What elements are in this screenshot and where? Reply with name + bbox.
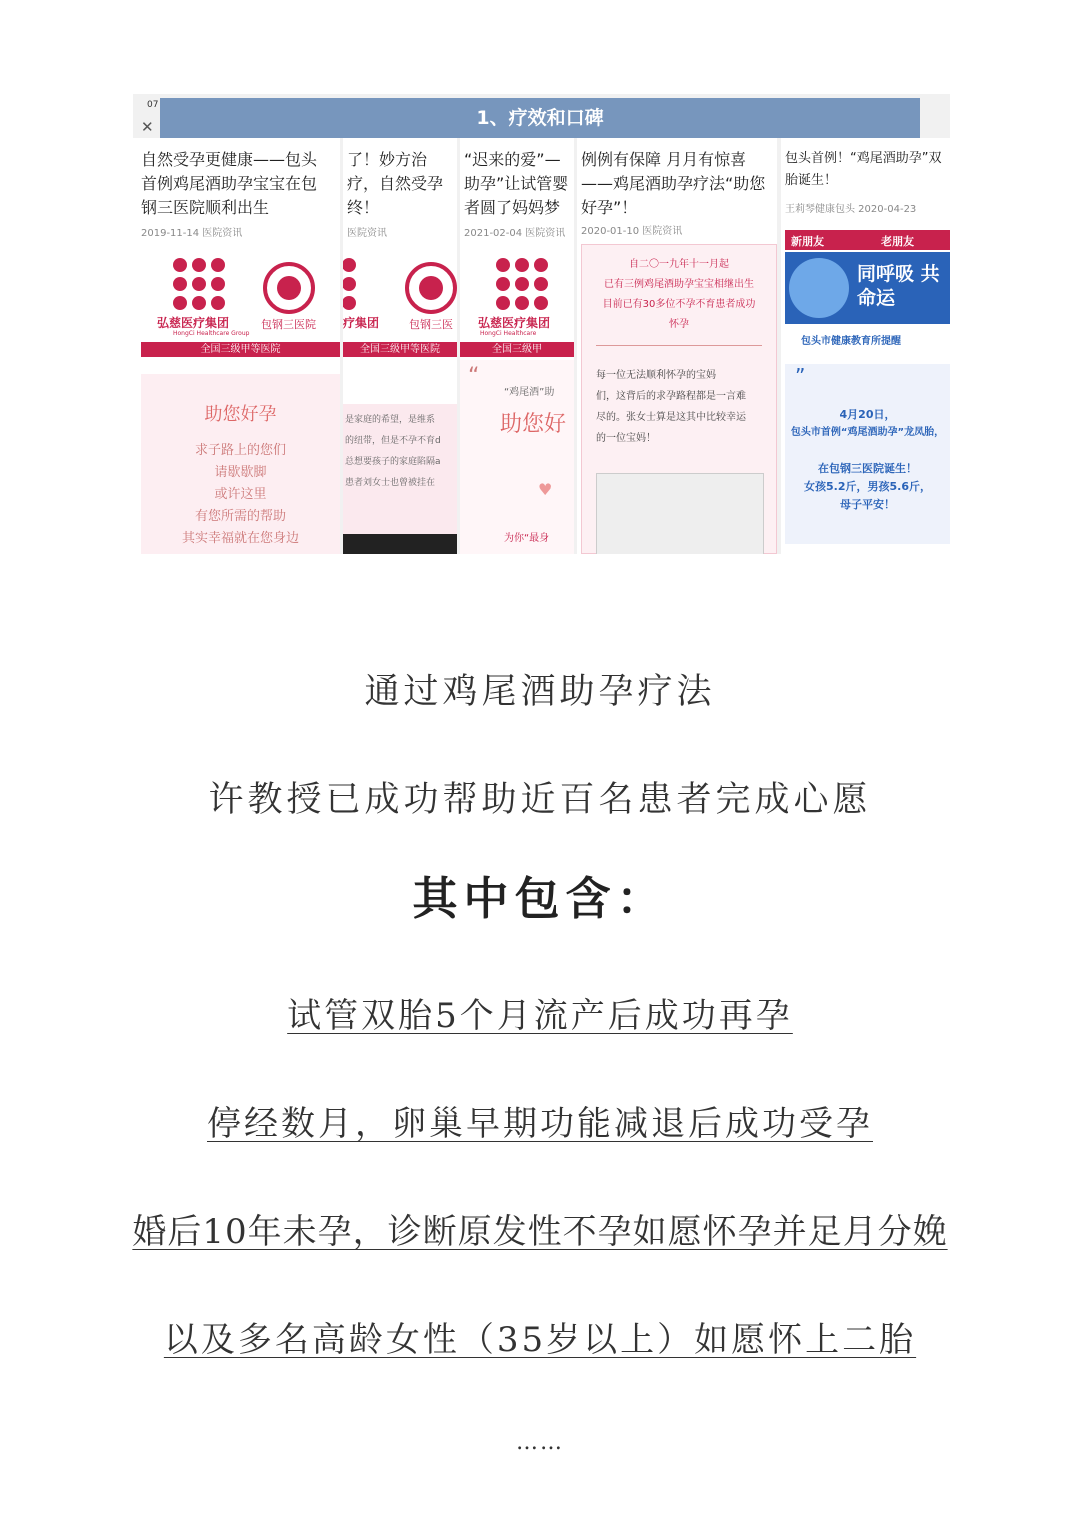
seal-label: 包钢三医 xyxy=(409,318,453,331)
dark-strip xyxy=(343,534,457,554)
tag-new-friend: 新朋友 xyxy=(791,235,824,248)
article-card-3[interactable] xyxy=(460,138,574,554)
panel-line: 请歇歇脚 xyxy=(214,465,267,480)
panel-heading: 助您好 xyxy=(500,412,567,437)
section-heading: 其中包含： xyxy=(412,872,668,925)
medical-staff-illustration-icon xyxy=(789,258,849,318)
decor-string xyxy=(596,345,762,346)
case-item-3: 婚后10年未孕，诊断原发性不孕如愿怀孕并足月分娩 xyxy=(132,1212,948,1252)
panel-line: 目前已有30多位不孕不育患者成功 xyxy=(602,299,756,310)
announce-line: 4月20日， xyxy=(839,408,896,421)
hospital-group-logo-icon xyxy=(343,258,377,312)
announcement-panel xyxy=(785,364,950,544)
article-title: 自然受孕更健康——包头首例鸡尾酒助孕宝宝在包钢三医院顺利出生 xyxy=(141,150,318,217)
panel-line: 自二〇一九年十一月起 xyxy=(629,259,729,270)
text-panel xyxy=(343,404,457,534)
article-title: 包头首例！“鸡尾酒助孕”双胎诞生！ xyxy=(785,151,942,188)
panel-line: 总想要孩子的家庭陷隔a xyxy=(345,457,441,467)
story-line: 们，这背后的求孕路程都是一言难 xyxy=(596,391,746,402)
article-card-4[interactable] xyxy=(577,138,777,554)
heart-icon: ♥ xyxy=(538,480,553,499)
announce-line: 女孩5.2斤，男孩5.6斤， xyxy=(804,480,931,493)
article-card-2[interactable] xyxy=(343,138,457,554)
panel-line: 已有三例鸡尾酒助孕宝宝相继出生 xyxy=(604,279,754,290)
article-meta-author: 王莉琴 xyxy=(785,204,815,215)
panel-line: 是家庭的希望，是维系 xyxy=(345,415,436,425)
photo-frame xyxy=(596,473,764,554)
intro-line-2: 许教授已成功帮助近百名患者完成心愿 xyxy=(208,780,872,820)
close-icon[interactable]: ✕ xyxy=(141,118,154,136)
announce-line: 在包钢三医院诞生！ xyxy=(818,462,917,475)
follow-strip xyxy=(785,230,950,250)
promo-panel xyxy=(141,374,340,554)
panel-line: 有您所需的帮助 xyxy=(194,509,286,524)
quote-icon: ” xyxy=(795,364,806,388)
panel-quote: “鸡尾酒”助 xyxy=(504,387,555,398)
quote-icon: “ xyxy=(468,364,480,389)
rank-ribbon: 全国三级甲 xyxy=(460,342,574,357)
announce-line: 母子平安！ xyxy=(840,498,895,511)
logo-subtext: HongCi Healthcare xyxy=(480,330,537,337)
panel-line: 求子路上的您们 xyxy=(194,443,286,458)
article-title: 例例有保障 月月有惊喜——鸡尾酒助孕疗法“助您好孕”！ xyxy=(581,150,766,217)
logo-subtext: HongCi Healthcare Group xyxy=(173,330,250,337)
seal-label: 包钢三医院 xyxy=(261,318,316,331)
article-meta: 2021-02-04 医院资讯 xyxy=(464,228,566,239)
rank-ribbon: 全国三级甲等医院 xyxy=(343,342,457,357)
intro-line-1: 通过鸡尾酒助孕疗法 xyxy=(364,672,716,712)
panel-line: 的纽带，但是不孕不育d xyxy=(345,436,441,446)
article-title: 了！妙方治疗，自然受孕终！ xyxy=(347,150,444,217)
article-card-5[interactable] xyxy=(781,138,950,554)
hospital-group-logo-icon xyxy=(496,258,550,312)
tag-old-friend: 老朋友 xyxy=(881,235,914,248)
logo-text: 疗集团 xyxy=(343,316,380,330)
info-panel xyxy=(581,244,777,554)
article-meta: 2020-01-10 医院资讯 xyxy=(581,226,683,237)
banner-title: 同呼吸 共命运 xyxy=(857,263,940,309)
org-name: 包头市健康教育所提醒 xyxy=(801,336,901,347)
story-line: 尽的。张女士算是这其中比较幸运 xyxy=(596,412,746,423)
story-line: 的一位宝妈！ xyxy=(596,433,656,444)
hospital-group-logo-icon xyxy=(173,258,227,312)
article-meta: 健康包头 2020-04-23 xyxy=(815,204,917,215)
article-meta: 2019-11-14 医院资讯 xyxy=(141,228,243,239)
case-item-4: 以及多名高龄女性（35岁以上）如愿怀上二胎 xyxy=(163,1320,917,1360)
story-line: 每一位无法顺利怀孕的宝妈 xyxy=(596,370,716,381)
rank-ribbon: 全国三级甲等医院 xyxy=(141,342,340,357)
article-meta: 医院资讯 xyxy=(347,228,387,239)
panel-line: 患者刘女士也曾被挂在 xyxy=(345,478,436,488)
case-item-2: 停经数月，卵巢早期功能减退后成功受孕 xyxy=(207,1104,873,1144)
panel-line: 或许这里 xyxy=(214,487,267,502)
section-header: 1、疗效和口碑 xyxy=(160,98,920,138)
panel-bottom-label: 为你“最身 xyxy=(504,533,550,544)
status-time: 07 xyxy=(147,100,159,110)
hospital-seal-icon xyxy=(405,262,457,314)
case-item-1: 试管双胎5个月流产后成功再孕 xyxy=(287,996,793,1036)
article-title: “迟来的爱”—助孕”让试管婴者圆了妈妈梦 xyxy=(464,150,569,217)
promo-panel xyxy=(460,360,574,554)
logo-text: 弘慈医疗集团 xyxy=(157,316,230,330)
panel-heading: 助您好孕 xyxy=(204,404,277,425)
logo-text: 弘慈医疗集团 xyxy=(478,316,551,330)
hospital-seal-icon xyxy=(263,262,315,314)
campaign-banner xyxy=(785,252,950,324)
article-card-1[interactable] xyxy=(133,138,340,554)
announce-line: 包头市首例“鸡尾酒助孕”龙凤胎， xyxy=(790,427,945,438)
article-screenshot-collage xyxy=(133,94,950,554)
ellipsis: …… xyxy=(516,1430,564,1455)
panel-line: 其实幸福就在您身边 xyxy=(181,531,299,546)
panel-line: 怀孕 xyxy=(669,319,689,330)
